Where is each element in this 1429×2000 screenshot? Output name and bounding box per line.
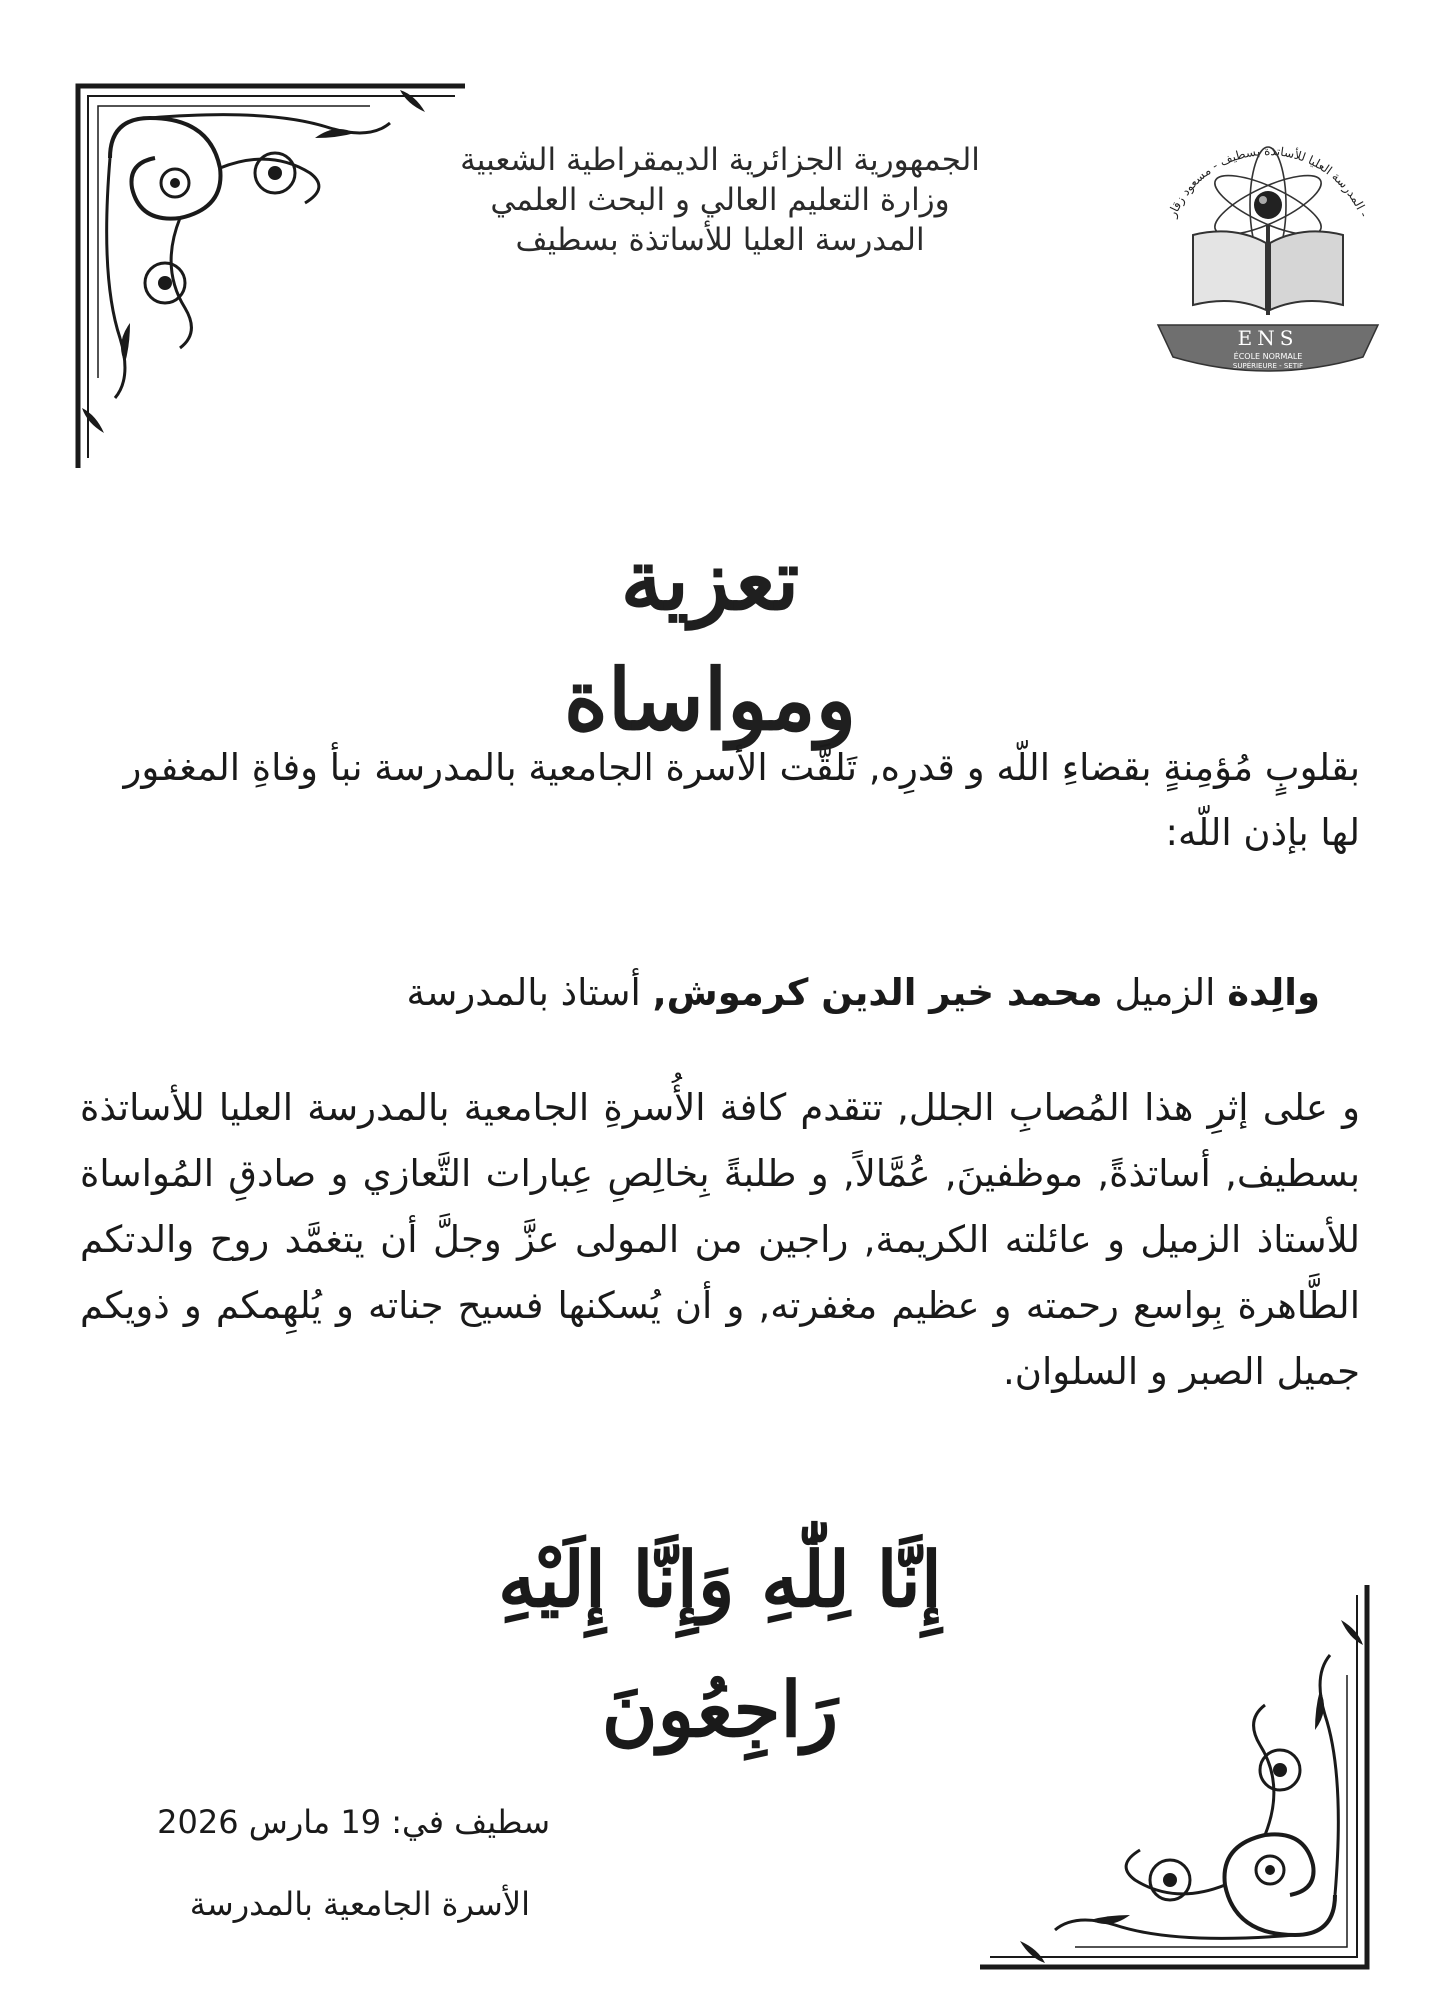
- colleague-name: محمد خير الدين كرموش,: [652, 971, 1103, 1014]
- signature: الأسرة الجامعية بالمدرسة: [189, 1885, 530, 1923]
- ornamental-corner-bottom-right: [975, 1580, 1375, 1975]
- colleague-role: أستاذ بالمدرسة: [406, 971, 641, 1014]
- institution-header: [420, 140, 1020, 260]
- logo-acronym: ENS: [1237, 326, 1299, 350]
- logo-sub-2: SUPÉRIEURE - SETIF: [1232, 362, 1304, 370]
- header-line-school: المدرسة العليا للأساتذة بسطيف: [515, 222, 925, 258]
- school-logo: [1138, 125, 1398, 387]
- condolence-title: تعزية ومواساة: [563, 530, 857, 749]
- deceased-relation: والِدة: [1227, 971, 1320, 1014]
- date-line: سطيف في: 19 مارس 2026: [157, 1803, 550, 1841]
- header-line-ministry: وزارة التعليم العالي و البحث العلمي: [490, 182, 950, 218]
- ornamental-corner-top-left: [70, 78, 470, 473]
- condolence-paragraph: و على إثرِ هذا المُصابِ الجلل, تتقدم كافة الأُسرةِ الجامعية بالمدرسة العليا للأساتذة بسطيف, أساتذةً, موظفينَ, عُمَّالاً, و طلبةً بِخالِصِ عِبارات التَّعازي و صادقِ المُواساة للأستاذ الزميل و عائلته الكريمة, راجين من المولى عزَّ وجلَّ أن يتغمَّد روح والدتكم الطَّاهرة بِواسع رحمته و عظيم مغفرته, و أن يُسكنها فسيح جناته و يُلهِمكم و ذويكم جميل الصبر و السلوان.: [80, 1086, 1360, 1393]
- logo-ring-text: المدرسة العليا للأساتذة بسطيف - مسعود زقار -: [1164, 143, 1372, 220]
- colleague-label: الزميل: [1114, 971, 1216, 1014]
- deceased-line: [200, 960, 1320, 1025]
- logo-sub-1: ÉCOLE NORMALE: [1233, 352, 1303, 361]
- quran-verse: إِنَّا لِلّٰهِ وَإِنَّا إِلَيْهِ رَاجِعُونَ: [498, 1535, 942, 1754]
- header-line-republic: الجمهورية الجزائرية الديمقراطية الشعبية: [460, 142, 980, 178]
- intro-paragraph: بقلوبٍ مُؤمِنةٍ بقضاءِ اللّه و قدرِه, تَلقَّت الأسرة الجامعية بالمدرسة نبأ وفاةِ المغفور لها بإذن اللّه:: [123, 746, 1360, 854]
